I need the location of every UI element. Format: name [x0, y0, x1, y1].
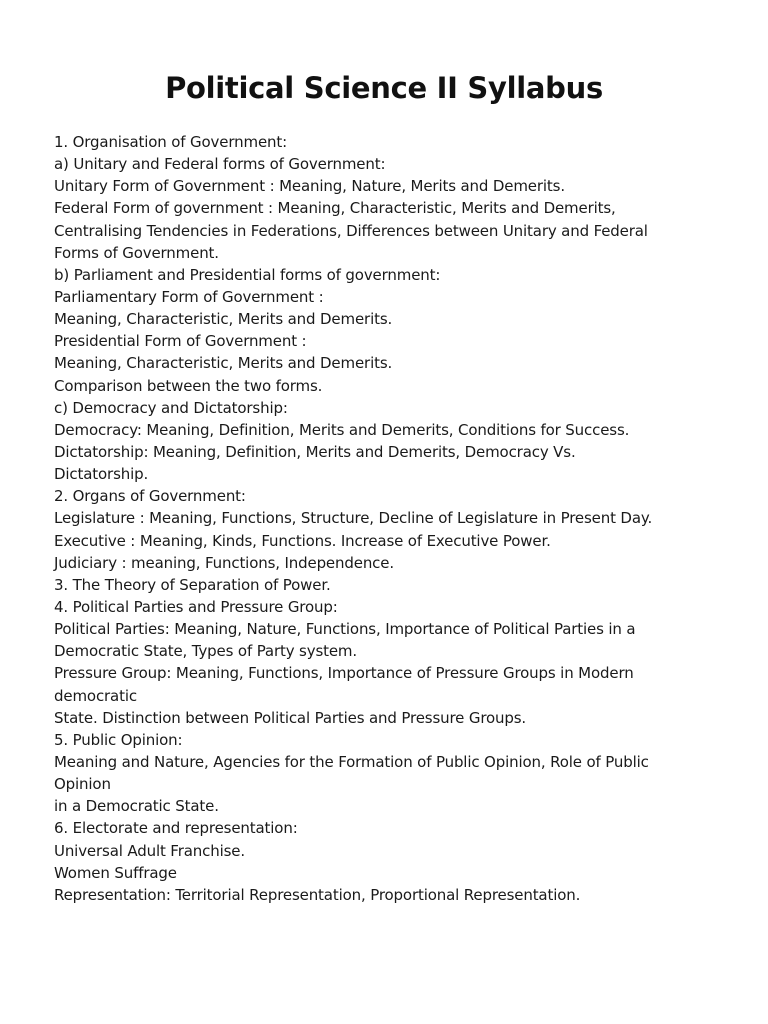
syllabus-line: Universal Adult Franchise. — [54, 841, 245, 860]
syllabus-line: Democratic State, Types of Party system. — [54, 642, 357, 661]
syllabus-line: Forms of Government. — [54, 243, 219, 262]
syllabus-line: Centralising Tendencies in Federations, Differences between Unitary and Federal — [54, 221, 648, 240]
syllabus-line: Opinion — [54, 775, 111, 794]
syllabus-line: State. Distinction between Political Parties and Pressure Groups. — [54, 708, 527, 727]
syllabus-line: Presidential Form of Government : — [54, 332, 307, 351]
syllabus-line: 6. Electorate and representation: — [54, 819, 298, 838]
syllabus-line: Democracy: Meaning, Definition, Merits and Demerits, Conditions for Success. — [54, 420, 630, 439]
syllabus-line: Parliamentary Form of Government : — [54, 287, 324, 306]
syllabus-line: Unitary Form of Government : Meaning, Nature, Merits and Demerits. — [54, 177, 565, 196]
syllabus-line: 2. Organs of Government: — [54, 487, 246, 506]
syllabus-line: Judiciary : meaning, Functions, Independence. — [54, 553, 394, 572]
syllabus-line: 4. Political Parties and Pressure Group: — [54, 597, 338, 616]
syllabus-line: Meaning, Characteristic, Merits and Demerits. — [54, 354, 393, 373]
syllabus-line: Political Parties: Meaning, Nature, Functions, Importance of Political Parties in a — [54, 620, 636, 639]
syllabus-line: Legislature : Meaning, Functions, Structure, Decline of Legislature in Present Day. — [54, 509, 653, 528]
syllabus-line: Executive : Meaning, Kinds, Functions. Increase of Executive Power. — [54, 531, 551, 550]
syllabus-line: 1. Organisation of Government: — [54, 133, 288, 151]
syllabus-line: democratic — [54, 686, 137, 705]
syllabus-line: Dictatorship: Meaning, Definition, Merits and Demerits, Democracy Vs. — [54, 442, 576, 461]
syllabus-line: b) Parliament and Presidential forms of government: — [54, 265, 441, 284]
syllabus-line: Meaning, Characteristic, Merits and Demerits. — [54, 310, 393, 329]
syllabus-line: Representation: Territorial Representation, Proportional Representation. — [54, 885, 581, 904]
syllabus-line: Pressure Group: Meaning, Functions, Importance of Pressure Groups in Modern — [54, 664, 634, 683]
syllabus-line: Women Suffrage — [54, 863, 177, 882]
syllabus-text — [54, 131, 744, 906]
syllabus-line: Meaning and Nature, Agencies for the Formation of Public Opinion, Role of Public — [54, 752, 649, 771]
syllabus-line: Dictatorship. — [54, 465, 149, 484]
syllabus-line: 5. Public Opinion: — [54, 730, 183, 749]
syllabus-line: Federal Form of government : Meaning, Characteristic, Merits and Demerits, — [54, 199, 616, 218]
syllabus-line: Comparison between the two forms. — [54, 376, 323, 395]
syllabus-line: c) Democracy and Dictatorship: — [54, 398, 288, 417]
document-title: Political Science II Syllabus — [165, 71, 603, 105]
syllabus-line: a) Unitary and Federal forms of Government: — [54, 155, 386, 174]
syllabus-line: in a Democratic State. — [54, 797, 219, 816]
syllabus-line: 3. The Theory of Separation of Power. — [54, 575, 331, 594]
